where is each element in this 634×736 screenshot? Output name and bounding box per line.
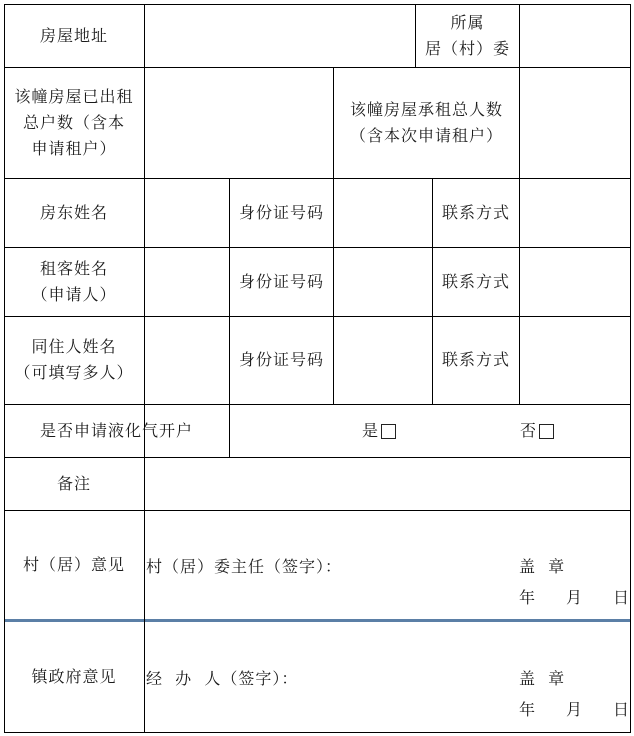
lpg-question-label: 是否申请液化气开户 [39, 420, 193, 440]
tenant-name-label [4, 247, 144, 316]
tenant-name-line1: 租客姓名 [39, 258, 108, 278]
committee-label-line2: 居（村）委 [424, 38, 510, 58]
rented-households-line1: 该幢房屋已出租 [14, 86, 134, 106]
village-month-label: 月 [566, 588, 584, 607]
town-month-label: 月 [566, 700, 584, 719]
village-director-signature[interactable]: 村（居）委主任（签字）： [146, 557, 343, 576]
landlord-contact-field[interactable] [520, 178, 630, 247]
tenant-contact-field[interactable] [520, 247, 630, 316]
tenant-total-label [334, 67, 519, 178]
landlord-id-field[interactable] [334, 178, 432, 247]
tenant-name-field[interactable] [145, 247, 229, 316]
tenant-contact-label: 联系方式 [441, 271, 510, 291]
cohabitant-contact-field[interactable] [520, 316, 630, 404]
remarks-field[interactable] [145, 457, 630, 510]
checkbox-icon[interactable] [539, 424, 554, 439]
town-seal-label: 盖 章 [519, 669, 566, 688]
cohabitant-contact-label: 联系方式 [441, 350, 510, 369]
tenant-id-field[interactable] [334, 247, 432, 316]
town-day-label: 日 [613, 700, 631, 719]
cohabitant-id-label: 身份证号码 [238, 350, 324, 369]
rented-households-line2: 总户数（含本 [22, 112, 125, 132]
town-year-label: 年 [519, 700, 537, 719]
cohabitant-name-line2: （可填写多人） [14, 363, 134, 382]
tenant-id-label: 身份证号码 [238, 271, 324, 291]
tenant-total-field[interactable] [520, 67, 630, 178]
cohabitant-name-line1: 同住人姓名 [31, 337, 117, 356]
landlord-name-label: 房东姓名 [39, 202, 108, 222]
lpg-yes-option[interactable] [362, 418, 396, 444]
village-year-label: 年 [519, 588, 537, 607]
lpg-no-label: 否 [520, 421, 538, 440]
handler-signature[interactable]: 经 办 人（签字）： [146, 669, 299, 688]
committee-field[interactable] [520, 4, 630, 67]
committee-label [416, 4, 519, 67]
rented-households-line3: 申请租户） [31, 138, 117, 158]
village-day-label: 日 [613, 588, 631, 607]
landlord-name-field[interactable] [145, 178, 229, 247]
committee-label-line1: 所属 [450, 12, 485, 32]
landlord-id-label: 身份证号码 [238, 202, 324, 222]
remarks-label: 备注 [56, 473, 91, 493]
address-field[interactable] [145, 4, 415, 67]
checkbox-icon[interactable] [381, 424, 396, 439]
tenant-name-line2: （申请人） [31, 284, 117, 304]
grid-line [4, 732, 631, 733]
lpg-no-option[interactable] [520, 418, 554, 444]
cohabitant-name-label [4, 316, 144, 404]
landlord-contact-label: 联系方式 [441, 202, 510, 222]
tenant-total-line2: （含本次申请租户） [349, 125, 503, 145]
village-opinion-label: 村（居）意见 [22, 555, 125, 574]
grid-line [630, 4, 631, 733]
rented-households-label [4, 67, 144, 178]
rented-households-field[interactable] [145, 67, 333, 178]
town-opinion-label: 镇政府意见 [31, 667, 117, 686]
lpg-yes-label: 是 [362, 421, 380, 440]
tenant-total-line1: 该幢房屋承租总人数 [349, 99, 503, 119]
cohabitant-id-field[interactable] [334, 316, 432, 404]
village-seal-label: 盖 章 [519, 557, 566, 576]
address-label: 房屋地址 [39, 25, 108, 45]
cohabitant-name-field[interactable] [145, 316, 229, 404]
